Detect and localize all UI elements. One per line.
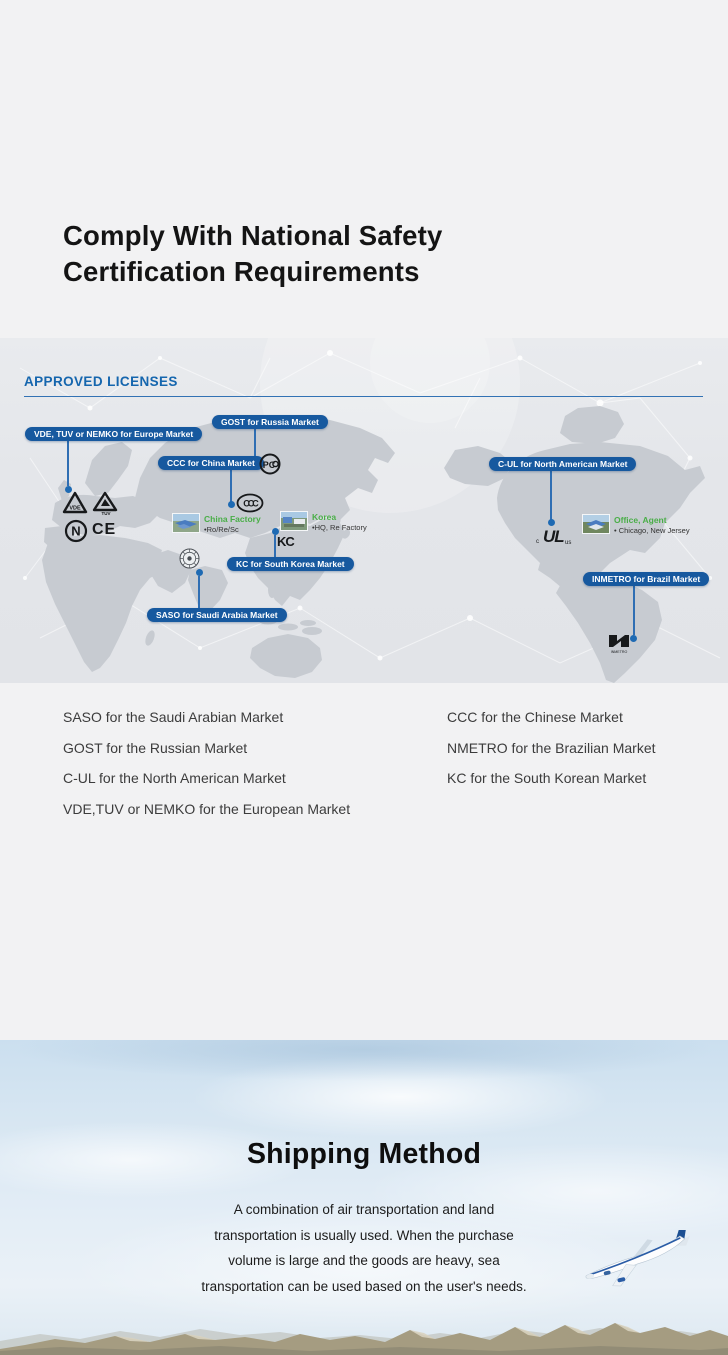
vde-mark-icon [62, 491, 88, 515]
page-title-line1: Comply With National Safety [63, 220, 443, 251]
ccc-mark-icon [236, 493, 264, 513]
saso-seal-icon [179, 548, 200, 569]
license-list-left [63, 710, 350, 832]
connector-north-america [550, 471, 552, 520]
korea-photo [280, 511, 308, 531]
korea-detail: •HQ, Re Factory [312, 523, 367, 532]
map-label-russia: GOST for Russia Market [212, 415, 328, 429]
connector-brazil [633, 586, 635, 635]
shipping-method-section [0, 1040, 728, 1355]
svg-text:PC: PC [262, 460, 276, 470]
license-item: CCC for the Chinese Market [447, 709, 623, 725]
tuv-mark-icon [92, 491, 118, 515]
license-item: GOST for the Russian Market [63, 739, 248, 756]
connector-china [230, 470, 232, 502]
svg-text:N: N [71, 523, 81, 539]
connector-south-korea [274, 535, 276, 557]
license-item: KC for the South Korean Market [447, 770, 647, 786]
approved-licenses-title: APPROVED LICENSES [24, 374, 178, 389]
shipping-method-title: Shipping Method [246, 1138, 482, 1170]
kc-mark-icon: KC [277, 534, 294, 549]
nemko-mark-icon [64, 519, 88, 543]
korea-label: Korea [312, 512, 337, 522]
approved-licenses-underline [24, 396, 703, 397]
mountain-landscape [0, 1309, 728, 1355]
license-item: SASO for the Saudi Arabian Market [63, 709, 284, 725]
ce-mark-icon: CE [92, 521, 117, 538]
office-agent-detail: • Chicago, New Jersey [614, 526, 690, 535]
license-list-right [447, 710, 656, 802]
map-label-europe: VDE, TUV or NEMKO for Europe Market [25, 427, 202, 441]
map-dot-saudi-arabia [196, 569, 203, 576]
shipping-line: transportation is usually used. When the purchase [214, 1227, 514, 1243]
map-label-china: CCC for China Market [158, 456, 264, 470]
approved-licenses-section [0, 338, 728, 683]
map-label-south-korea: KC for South Korea Market [227, 557, 354, 571]
map-label-saudi-arabia: SASO for Saudi Arabia Market [147, 608, 287, 622]
airplane-icon [578, 1230, 696, 1290]
china-factory-label: China Factory [204, 514, 261, 524]
connector-saudi-arabia [198, 576, 200, 608]
page-title [63, 218, 443, 290]
svg-text:VDE: VDE [69, 505, 81, 512]
china-factory-detail: •Ro/Re/Sc [204, 525, 239, 534]
shipping-line: volume is large and the goods are heavy, sea [228, 1253, 500, 1268]
inmetro-mark-icon [606, 632, 632, 654]
shipping-line: transportation can be used based on the user's needs. [201, 1278, 527, 1294]
license-item: NMETRO for the Brazilian Market [447, 739, 656, 756]
svg-text:TUV: TUV [101, 511, 111, 515]
page-title-line2: Certification Requirements [63, 256, 420, 287]
ul-mark-icon: c UL us [536, 527, 572, 546]
svg-text:CCC: CCC [243, 498, 257, 509]
office-agent-label: Office, Agent [614, 515, 667, 525]
china-factory-photo [172, 513, 200, 533]
map-dot-north-america [548, 519, 555, 526]
map-label-north-america: C-UL for North American Market [489, 457, 636, 471]
office-agent-photo [582, 514, 610, 534]
svg-text:INMETRO: INMETRO [610, 650, 628, 654]
shipping-line: A combination of air transportation and land [233, 1202, 495, 1217]
license-item: C-UL for the North American Market [63, 770, 286, 786]
connector-europe [67, 441, 69, 486]
map-dot-china [228, 501, 235, 508]
gost-mark-icon [259, 453, 281, 475]
license-item: VDE,TUV or NEMKO for the European Market [63, 800, 351, 817]
map-label-brazil: INMETRO for Brazil Market [583, 572, 709, 586]
